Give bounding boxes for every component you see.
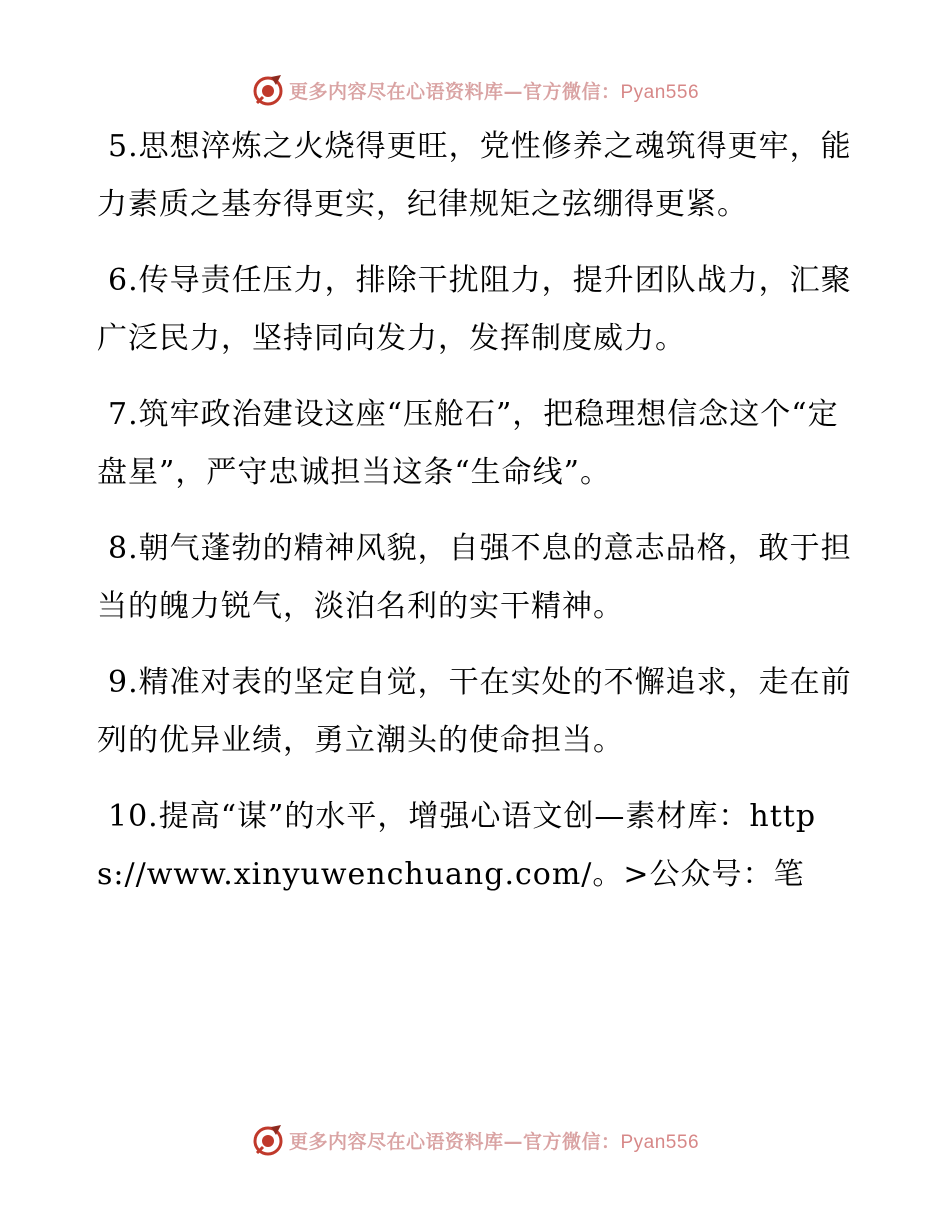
paragraph-index: 7. [108,397,139,432]
paragraph-index: 8. [108,531,139,566]
header-wechat-id: Pyan556 [620,81,700,103]
paragraph-index: 9. [108,665,139,700]
paragraph-5 [97,118,857,234]
brush-logo-icon [251,1123,285,1157]
paragraph-9 [97,654,857,770]
paragraph-text: 思想淬炼之火烧得更旺，党性修养之魂筑得更牢，能力素质之基夯得更实，纪律规矩之弦绷得更紧。 [97,129,852,222]
paragraph-text: 提高“谋”的水平，增强心语文创—素材库：https://www.xinyuwenchuang.com/。>公众号：笔 [97,799,817,892]
paragraph-index: 10. [108,799,159,834]
footer-text: 更多内容尽在心语资料库—官方微信： [288,1130,621,1153]
paragraph-index: 5. [108,129,139,164]
paragraph-6 [97,252,857,368]
footer-banner [0,1120,950,1160]
header-text: 更多内容尽在心语资料库—官方微信： [288,80,621,103]
paragraph-index: 6. [108,263,139,298]
paragraph-10 [97,788,857,904]
paragraph-7 [97,386,857,502]
paragraph-text: 精准对表的坚定自觉，干在实处的不懈追求，走在前列的优异业绩，勇立潮头的使命担当。 [97,665,852,758]
paragraph-text: 筑牢政治建设这座“压舱石”，把稳理想信念这个“定盘星”，严守忠诚担当这条“生命线”。 [97,397,839,490]
footer-wechat-id: Pyan556 [620,1131,700,1153]
paragraph-text: 朝气蓬勃的精神风貌，自强不息的意志品格，敢于担当的魄力锐气，淡泊名利的实干精神。 [97,531,852,624]
paragraph-text: 传导责任压力，排除干扰阻力，提升团队战力，汇聚广泛民力，坚持同向发力，发挥制度威力。 [97,263,852,356]
header-banner [0,70,950,110]
document-body [97,118,857,922]
brush-logo-icon [251,73,285,107]
paragraph-8 [97,520,857,636]
